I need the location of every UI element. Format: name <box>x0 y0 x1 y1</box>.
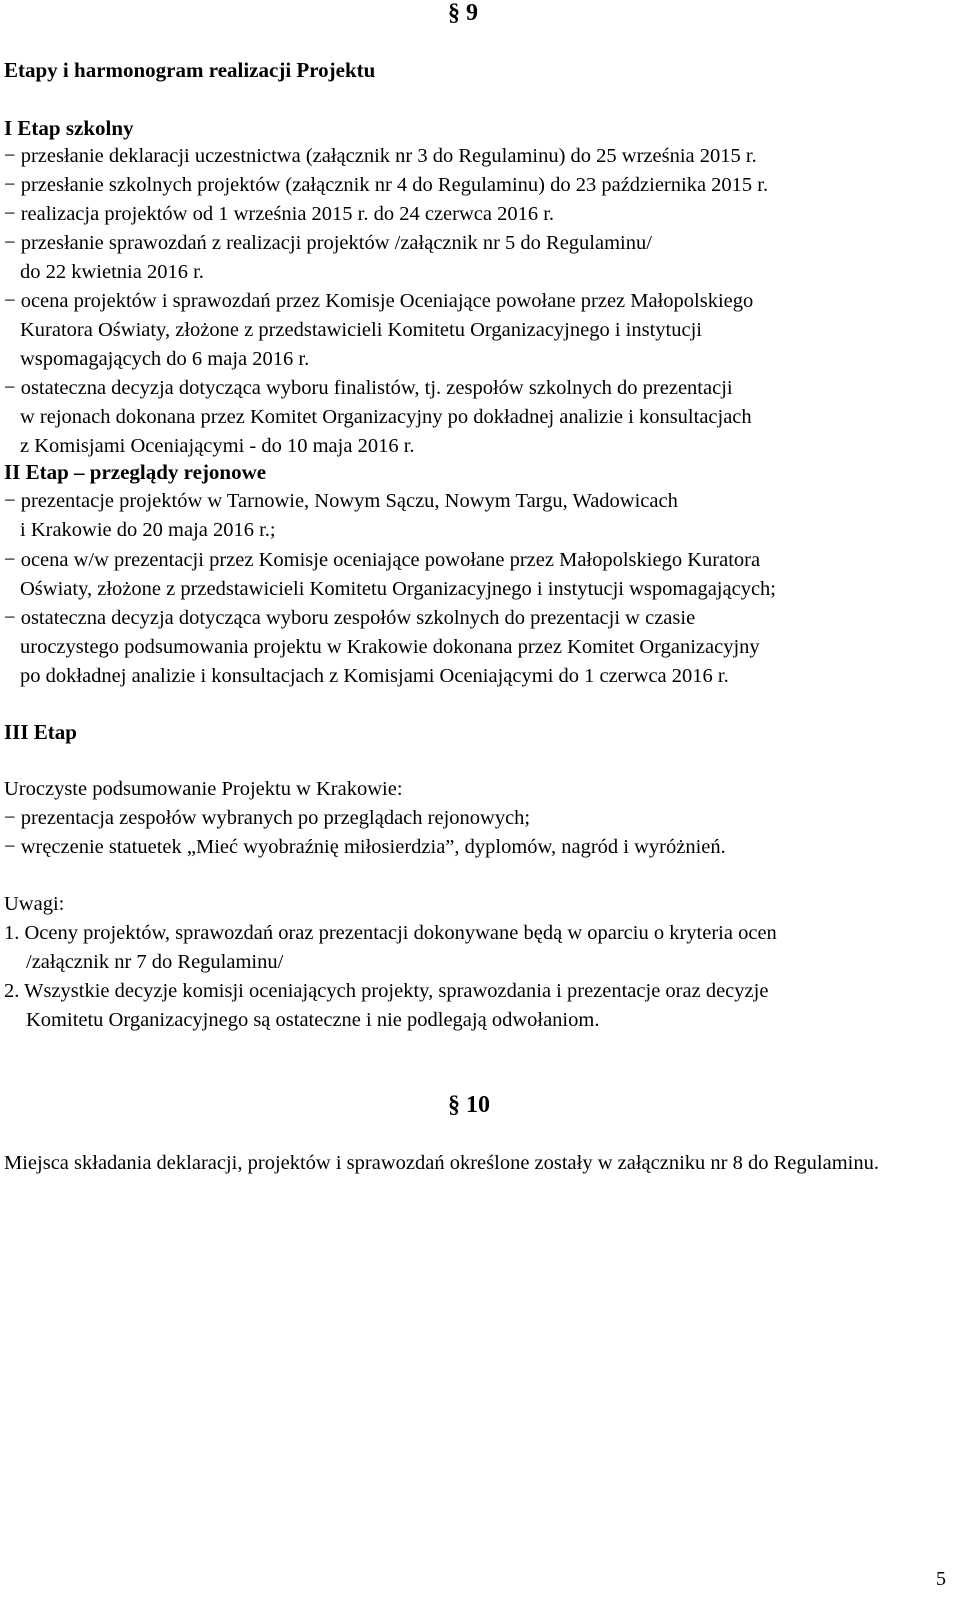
item-text: przesłanie sprawozdań z realizacji projektów /załącznik nr 5 do Regulaminu/ <box>20 232 652 254</box>
stage-1-item-5-cont-2: wspomagających do 6 maja 2016 r. <box>20 348 310 370</box>
stage-2-item-1-cont: i Krakowie do 20 maja 2016 r.; <box>20 519 276 541</box>
stage-2-heading: II Etap – przeglądy rejonowe <box>4 460 267 484</box>
stage-1-item-6-cont-1: w rejonach dokonana przez Komitet Organizacyjny po dokładnej analizie i konsultacjach <box>20 406 752 428</box>
stage-1-item-5 <box>4 288 753 314</box>
note-2-cont: Komitetu Organizacyjnego są ostateczne i nie podlegają odwołaniom. <box>26 1009 600 1031</box>
stage-1-item-2 <box>4 172 768 198</box>
stage-3-item-1 <box>4 805 530 831</box>
stage-2-item-3 <box>4 605 695 631</box>
stage-2-item-3-cont-2: po dokładnej analizie i konsultacjach z Komisjami Oceniającymi do 1 czerwca 2016 r. <box>20 665 729 687</box>
item-text: przesłanie deklaracji uczestnictwa (załącznik nr 3 do Regulaminu) do 25 września 2015 r. <box>20 145 757 167</box>
dash-symbol: − <box>4 549 16 571</box>
stage-3-heading: III Etap <box>4 720 77 744</box>
item-text: przesłanie szkolnych projektów (załącznik nr 4 do Regulaminu) do 23 października 2015 r. <box>20 174 769 196</box>
item-text: ostateczna decyzja dotycząca wyboru zespołów szkolnych do prezentacji w czasie <box>20 607 696 629</box>
stage-2-item-1 <box>4 488 678 514</box>
stage-1-item-5-cont-1: Kuratora Oświaty, złożone z przedstawicieli Komitetu Organizacyjnego i instytucji <box>20 319 702 341</box>
dash-symbol: − <box>4 807 16 829</box>
notes-heading: Uwagi: <box>4 893 65 915</box>
stage-3-intro: Uroczyste podsumowanie Projektu w Krakowie: <box>4 778 403 800</box>
page-number: 5 <box>936 1568 946 1590</box>
item-text: realizacja projektów od 1 września 2015 r. do 24 czerwca 2016 r. <box>20 203 555 225</box>
section-10-mark: § 10 <box>448 1092 490 1118</box>
dash-symbol: − <box>4 607 16 629</box>
stage-1-item-3 <box>4 201 554 227</box>
item-text: ocena w/w prezentacji przez Komisje oceniające powołane przez Małopolskiego Kuratora <box>20 549 761 571</box>
stage-1-item-4-cont: do 22 kwietnia 2016 r. <box>20 261 204 283</box>
dash-symbol: − <box>4 232 16 254</box>
section-10-text: Miejsca składania deklaracji, projektów i sprawozdań określone zostały w załączniku nr 8 do Regulaminu. <box>4 1152 879 1174</box>
stage-1-item-6 <box>4 375 733 401</box>
dash-symbol: − <box>4 836 16 858</box>
item-text: wręczenie statuetek „Mieć wyobraźnię miłosierdzia”, dyplomów, nagród i wyróżnień. <box>20 836 726 858</box>
stage-2-item-2 <box>4 547 760 573</box>
note-2: 2. Wszystkie decyzje komisji oceniających projekty, sprawozdania i prezentacje oraz decyzje <box>4 980 769 1002</box>
dash-symbol: − <box>4 174 16 196</box>
dash-symbol: − <box>4 290 16 312</box>
stage-1-item-1 <box>4 143 757 169</box>
section-9-mark: § 9 <box>448 0 478 26</box>
item-text: prezentacje projektów w Tarnowie, Nowym Sączu, Nowym Targu, Wadowicach <box>20 490 678 512</box>
note-1-cont: /załącznik nr 7 do Regulaminu/ <box>26 951 284 973</box>
item-text: ostateczna decyzja dotycząca wyboru finalistów, tj. zespołów szkolnych do prezentacji <box>20 377 733 399</box>
dash-symbol: − <box>4 203 16 225</box>
stage-1-item-6-cont-2: z Komisjami Oceniającymi - do 10 maja 2016 r. <box>20 435 415 457</box>
stage-2-item-3-cont-1: uroczystego podsumowania projektu w Krakowie dokonana przez Komitet Organizacyjny <box>20 636 760 658</box>
note-1: 1. Oceny projektów, sprawozdań oraz prezentacji dokonywane będą w oparciu o kryteria ocen <box>4 922 777 944</box>
item-text: ocena projektów i sprawozdań przez Komisje Oceniające powołane przez Małopolskiego <box>20 290 754 312</box>
stage-3-item-2 <box>4 834 726 860</box>
stage-1-heading: I Etap szkolny <box>4 116 134 140</box>
dash-symbol: − <box>4 145 16 167</box>
stage-2-item-2-cont: Oświaty, złożone z przedstawicieli Komitetu Organizacyjnego i instytucji wspomagających; <box>20 578 776 600</box>
section-9-title: Etapy i harmonogram realizacji Projektu <box>4 58 376 82</box>
item-text: prezentacja zespołów wybranych po przeglądach rejonowych; <box>20 807 531 829</box>
dash-symbol: − <box>4 377 16 399</box>
dash-symbol: − <box>4 490 16 512</box>
stage-1-item-4 <box>4 230 652 256</box>
